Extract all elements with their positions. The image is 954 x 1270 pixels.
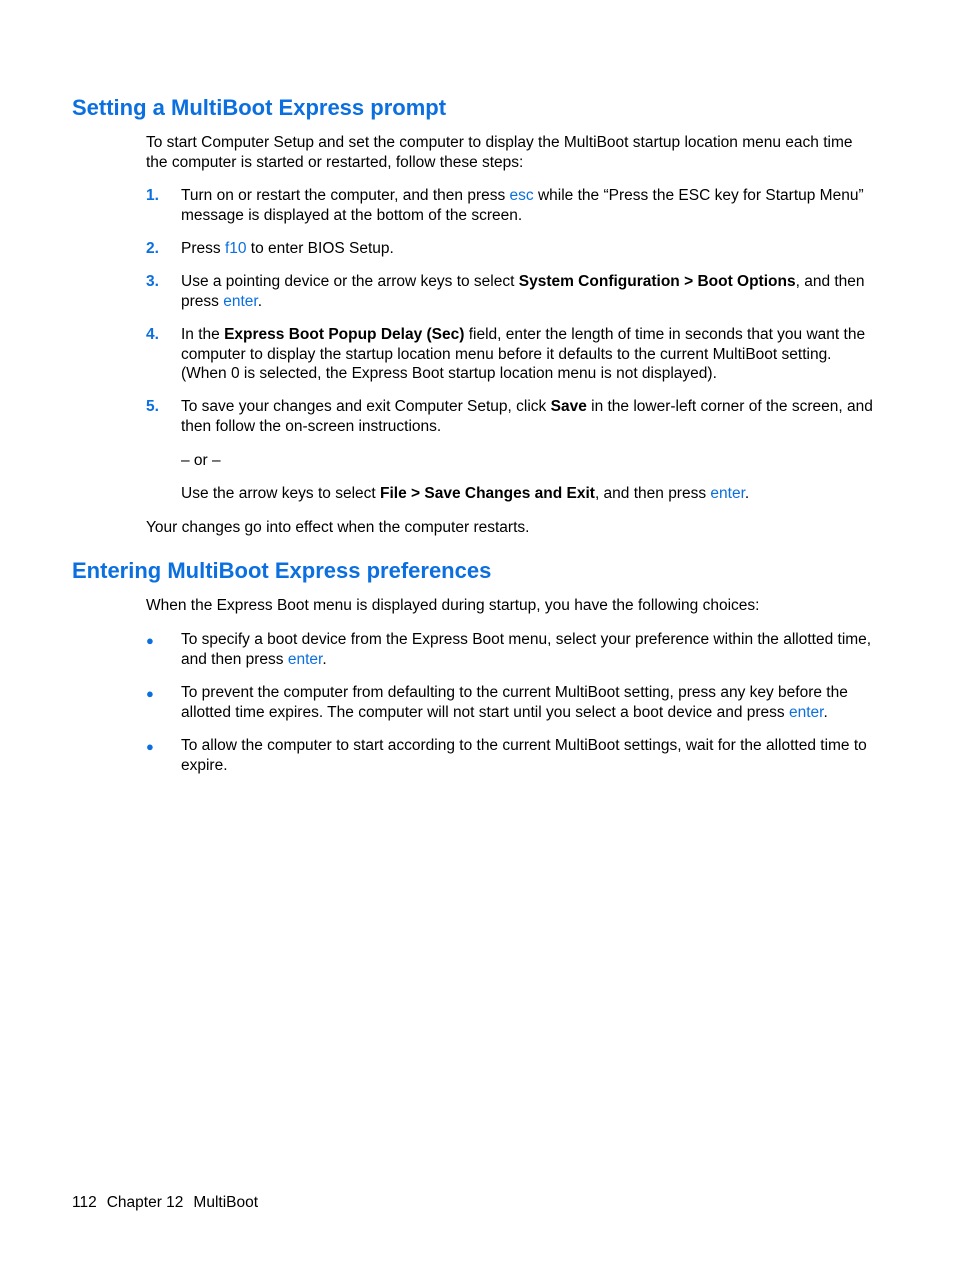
intro-paragraph: To start Computer Setup and set the computer to display the MultiBoot startup location menu each time the computer is started or restarted, follow these steps:: [146, 134, 853, 171]
outro-paragraph: Your changes go into effect when the computer restarts.: [146, 519, 530, 536]
step-2: Press f10 to enter BIOS Setup.: [181, 240, 394, 257]
preferences-intro: When the Express Boot menu is displayed during startup, you have the following choices:: [146, 597, 760, 614]
chapter-title: MultiBoot: [193, 1194, 259, 1211]
step-4: In the Express Boot Popup Delay (Sec) field, enter the length of time in seconds that you want the computer to display the startup location menu before it defaults to the current MultiBoot setting. (When 0 is selected, the Express Boot startup location menu is not displayed).: [181, 326, 866, 382]
key-enter: enter: [788, 703, 824, 721]
key-esc: esc: [509, 187, 534, 204]
step-3: Use a pointing device or the arrow keys to select System Configuration > Boot Options, and then press enter.: [181, 273, 865, 310]
step-5: To save your changes and exit Computer Setup, click Save in the lower-left corner of the screen, and then follow the on-screen instructions.: [181, 398, 873, 435]
key-enter: enter: [287, 650, 323, 668]
bullet-icon: ●: [146, 739, 154, 754]
bullet-icon: ●: [146, 686, 154, 701]
step-number: 2.: [146, 240, 159, 257]
bullet-item-2: To prevent the computer from defaulting to the current MultiBoot setting, press any key before the allotted time expires. The computer will not start until you select a boot device and press enter.: [181, 684, 848, 721]
section-heading-setting-prompt: Setting a MultiBoot Express prompt: [72, 95, 447, 120]
key-enter: enter: [710, 485, 745, 502]
section-heading-preferences: Entering MultiBoot Express preferences: [72, 558, 492, 583]
bullet-item-1: To specify a boot device from the Express Boot menu, select your preference within the allotted time, and then press enter.: [181, 631, 872, 668]
step-number: 5.: [146, 398, 159, 415]
bullet-icon: ●: [146, 633, 154, 648]
step-number: 1.: [146, 187, 159, 204]
page-footer: [72, 1193, 268, 1213]
key-f10: f10: [224, 240, 247, 257]
key-enter: enter: [223, 292, 258, 310]
page-number: 112: [72, 1194, 97, 1211]
step-number: 3.: [146, 273, 159, 290]
step-number: 4.: [146, 326, 159, 343]
chapter-label: Chapter 12: [106, 1194, 184, 1211]
step-1: Turn on or restart the computer, and then press esc while the “Press the ESC key for Startup Menu” message is displayed at the bottom of the screen.: [181, 187, 864, 224]
step-5-alternative: Use the arrow keys to select File > Save Changes and Exit, and then press enter.: [181, 485, 750, 502]
or-separator: – or –: [181, 452, 221, 469]
bullet-item-3: To allow the computer to start according to the current MultiBoot settings, wait for the allotted time to expire.: [181, 737, 867, 774]
